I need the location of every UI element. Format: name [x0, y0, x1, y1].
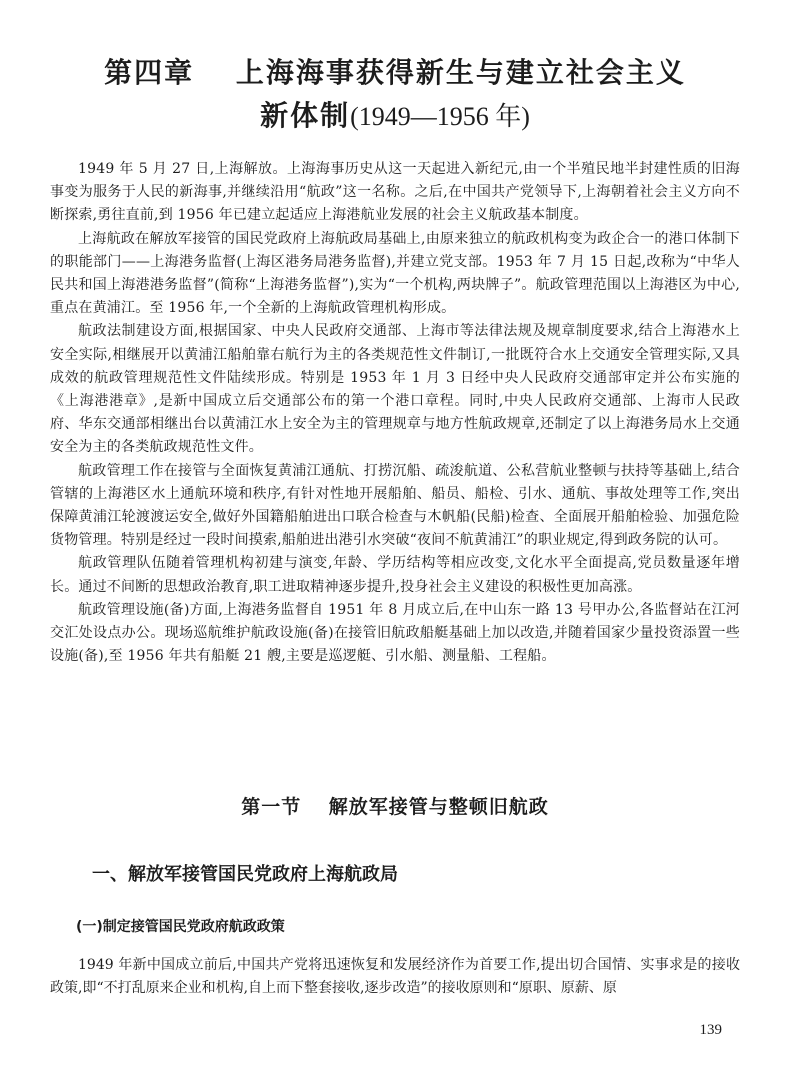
chapter-title-line1: 第四章 上海海事获得新生与建立社会主义: [104, 56, 686, 89]
section-body: [50, 954, 740, 1000]
section-title: 第一节 解放军接管与整顿旧航政: [241, 796, 549, 818]
paragraph: 航政管理工作在接管与全面恢复黄浦江通航、打捞沉船、疏浚航道、公私营航业整顿与扶持等基础上,结合管辖的上海港区水上通航环境和秩序,有针对性地开展船舶、船员、船检、引水、通航、事故处理等工作,突出保障黄浦江轮渡渡运安全,做好外国籍船舶进出口联合检查与木帆船(民船)检查、全面展开船舶检验、加强危险货物管理。特别是经过一段时间摸索,船舶进出港引水突破“夜间不航黄浦江”的职业规定,得到政务院的认可。: [50, 462, 740, 549]
paragraph: 航政管理设施(备)方面,上海港务监督自 1951 年 8 月成立后,在中山东一路 13 号甲办公,各监督站在江河交汇处设点办公。现场巡航维护航政设施(备)在接管旧航政船艇基础上加以改造,并随着国家少量投资添置一些设施(备),至 1956 年共有船艇 21 艘,主要是巡逻艇、引水船、测量船、工程船。: [50, 601, 740, 665]
subsection-title: 一、解放军接管国民党政府上海航政局: [92, 864, 398, 885]
chapter-title-main: 新体制: [260, 99, 351, 132]
paragraph: 航政法制建设方面,根据国家、中央人民政府交通部、上海市等法律法规及规章制度要求,结合上海港水上安全实际,相继展开以黄浦江船舶靠右航行为主的各类规范性文件制订,一批既符合水上交通安全管理实际,又具成效的航政管理规范性文件陆续形成。特别是 1953 年 1 月 3 日经中央人民政府交通部审定并公布实施的《上海港港章》,是新中国成立后交通部公布的第一个港口章程。同时,中央人民政府交通部、上海市人民政府、华东交通部相继出台以黄浦江水上安全为主的管理规章与地方性航政规章,还制定了以上海港务局水上交通安全为主的各类航政规范性文件。: [50, 323, 740, 456]
paragraph: 上海航政在解放军接管的国民党政府上海航政局基础上,由原来独立的航政机构变为政企合一的港口体制下的职能部门——上海港务监督(上海区港务局港务监督),并建立党支部。1953 年 7 月 15 日起,改称为“中华人民共和国上海港港务监督”(简称“上海港务监督”),实为“一个机构,两块牌子”。航政管理范围以上海港区为中心,重点在黄浦江。至 1956 年,一个全新的上海航政管理机构形成。: [50, 230, 740, 317]
paragraph: 1949 年 5 月 27 日,上海解放。上海海事历史从这一天起进入新纪元,由一个半殖民地半封建性质的旧海事变为服务于人民的新海事,并继续沿用“航政”这一名称。之后,在中国共产党领导下,上海朝着社会主义方向不断探索,勇往直前,到 1956 年已建立起适应上海港航业发展的社会主义航政基本制度。: [50, 161, 740, 224]
page-number: 139: [699, 1022, 722, 1038]
chapter-title-years: (1949—1956 年): [350, 102, 530, 131]
subsubsection-title: (一)制定接管国民党政府航政政策: [76, 919, 285, 935]
chapter-intro: [50, 158, 740, 668]
chapter-title-line2: [60, 96, 730, 137]
paragraph: 1949 年新中国成立前后,中国共产党将迅速恢复和发展经济作为首要工作,提出切合国情、实事求是的接收政策,即“不打乱原来企业和机构,自上而下整套接收,逐步改造”的接收原则和“原职、原薪、原: [50, 957, 740, 997]
paragraph: 航政管理队伍随着管理机构初建与演变,年龄、学历结构等相应改变,文化水平全面提高,党员数量逐年增长。通过不间断的思想政治教育,职工进取精神逐步提升,投身社会主义建设的积极性更加高涨。: [50, 555, 740, 595]
